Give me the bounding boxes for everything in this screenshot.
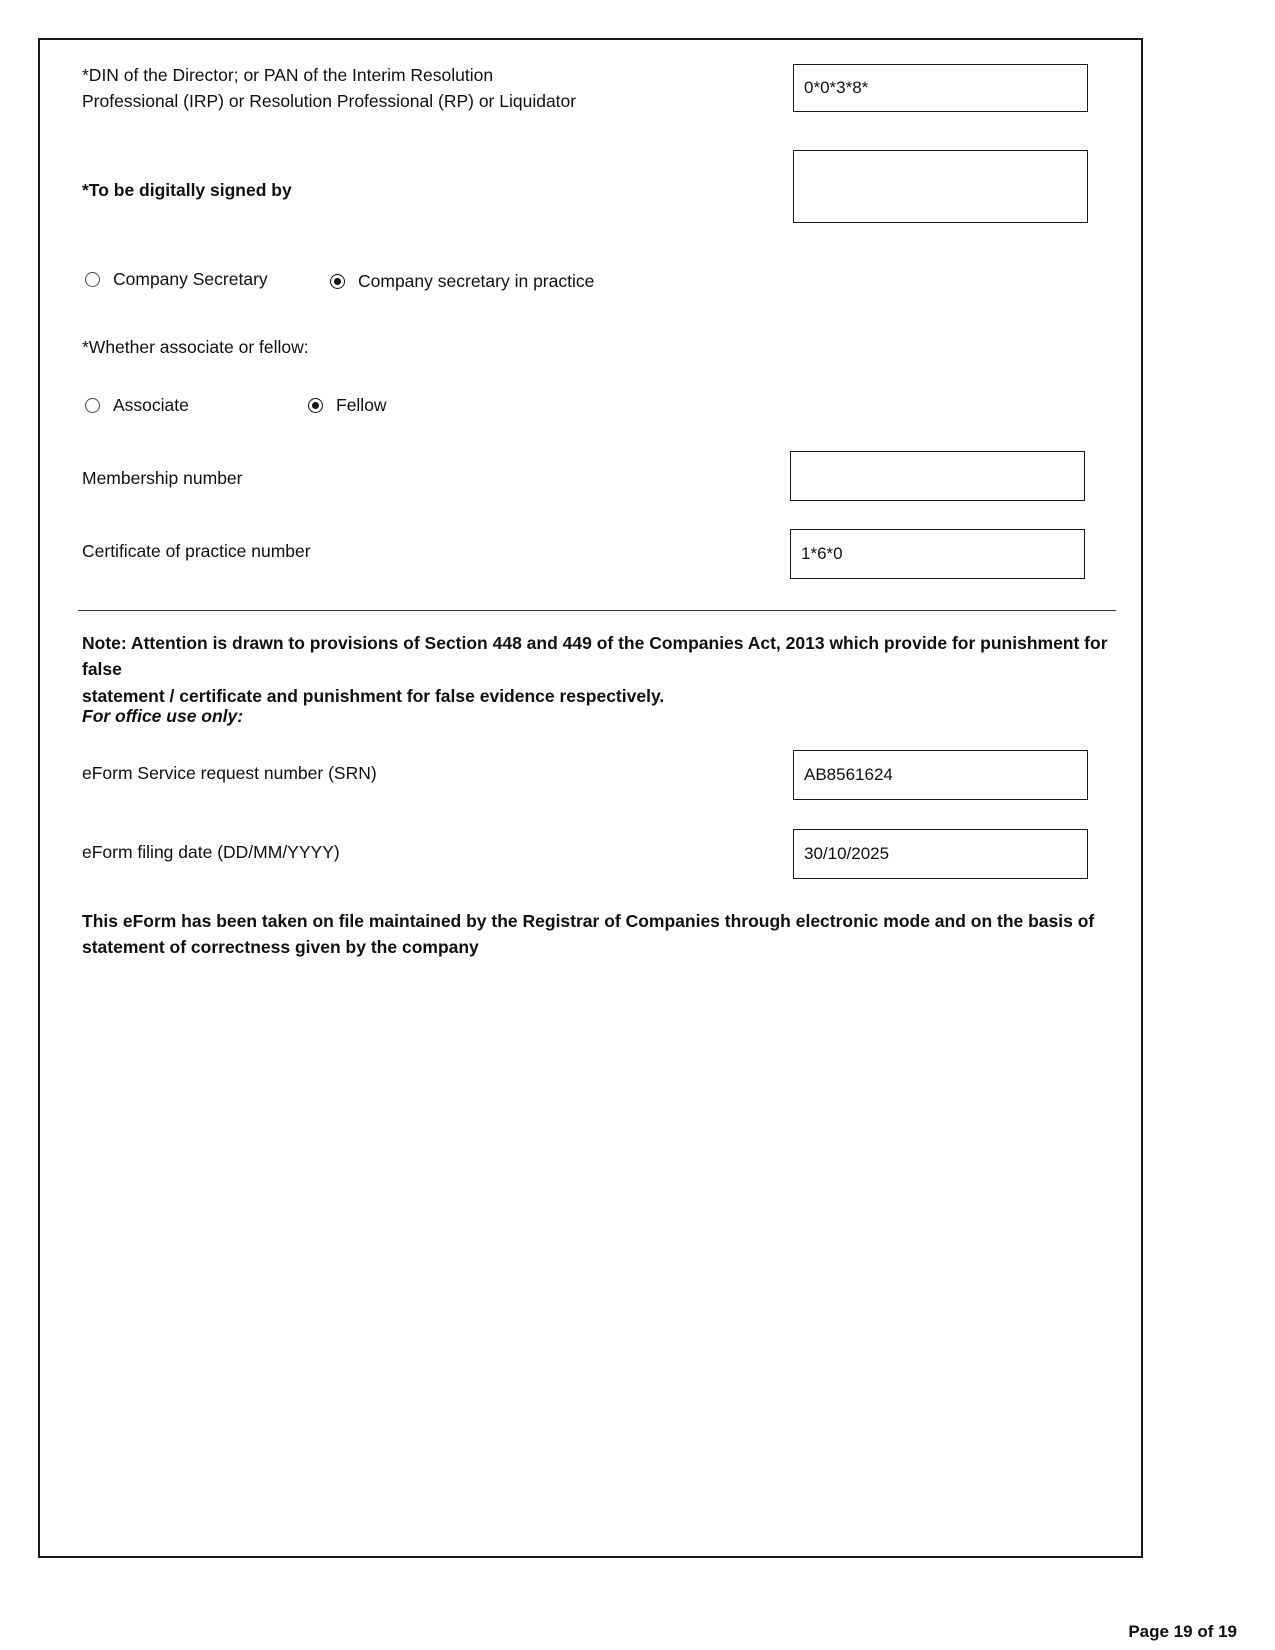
radio-associate-icon[interactable] (85, 398, 100, 413)
section-divider (78, 610, 1116, 611)
radio-company-secretary-icon[interactable] (85, 272, 100, 287)
form-content (40, 40, 1141, 1556)
srn-input[interactable]: AB8561624 (793, 750, 1088, 800)
din-input[interactable]: 0*0*3*8* (793, 64, 1088, 112)
radio-company-secretary-in-practice-label: Company secretary in practice (358, 271, 595, 291)
filing-date-label: eForm filing date (DD/MM/YYYY) (82, 842, 340, 862)
closing-statement-line-2: statement of correctness given by the company (82, 937, 479, 958)
din-label-line-2: Professional (IRP) or Resolution Professional (RP) or Liquidator (82, 91, 577, 112)
digitally-signed-by-label: *To be digitally signed by (82, 180, 292, 200)
radio-company-secretary[interactable] (85, 269, 268, 290)
certificate-of-practice-input[interactable]: 1*6*0 (790, 529, 1085, 579)
closing-statement (82, 908, 1102, 961)
radio-company-secretary-in-practice[interactable] (330, 271, 594, 292)
srn-label: eForm Service request number (SRN) (82, 763, 377, 783)
membership-number-input[interactable] (790, 451, 1085, 501)
radio-associate-label: Associate (113, 395, 189, 415)
office-use-only-label: For office use only: (82, 706, 244, 726)
digitally-signed-by-input[interactable] (793, 150, 1088, 223)
membership-number-label: Membership number (82, 468, 243, 488)
radio-fellow[interactable] (308, 395, 387, 416)
form-border (38, 38, 1143, 1558)
radio-fellow-label: Fellow (336, 395, 387, 415)
filing-date-input[interactable]: 30/10/2025 (793, 829, 1088, 879)
radio-fellow-icon[interactable] (308, 398, 323, 413)
note-line-1: Note: Attention is drawn to provisions of Section 448 and 449 of the Companies Act, 2013 which provide for punishment for false (82, 633, 1108, 680)
din-label-line-1: *DIN of the Director; or PAN of the Interim Resolution (82, 65, 494, 85)
radio-associate[interactable] (85, 395, 189, 416)
closing-statement-line-1: This eForm has been taken on file maintained by the Registrar of Companies through electronic mode and on the basis of (82, 911, 1095, 931)
certificate-of-practice-label: Certificate of practice number (82, 541, 311, 561)
note-text (82, 630, 1112, 709)
radio-company-secretary-in-practice-icon[interactable] (330, 274, 345, 289)
page-number: Page 19 of 19 (1128, 1622, 1237, 1641)
note-line-2: statement / certificate and punishment for false evidence respectively. (82, 685, 665, 706)
associate-or-fellow-label: *Whether associate or fellow: (82, 337, 309, 357)
din-label (82, 62, 782, 115)
radio-company-secretary-label: Company Secretary (113, 269, 268, 289)
